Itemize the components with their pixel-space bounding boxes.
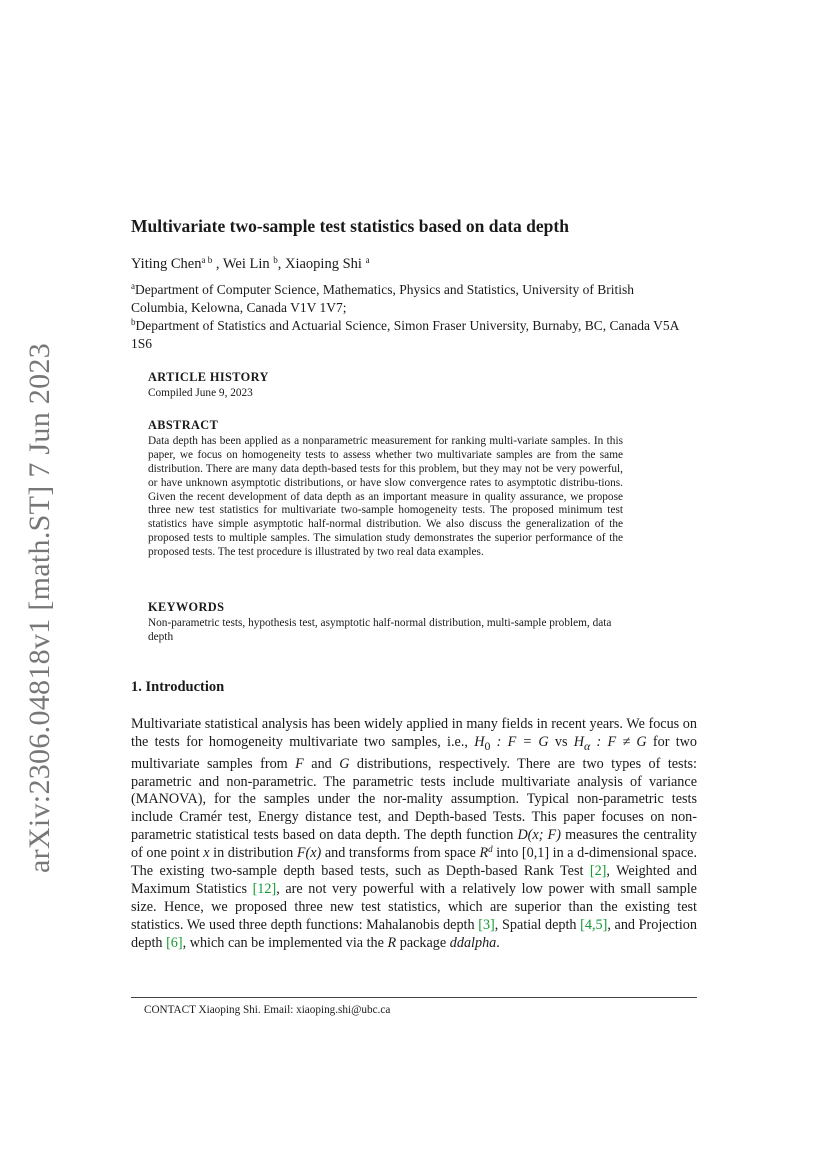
article-history [148,371,623,401]
arxiv-identifier: arXiv:2306.04818v1 [math.ST] 7 Jun 2023 [23,342,56,873]
affiliation-item [131,317,691,353]
math-depth-function: D(x; F) [517,827,561,844]
body-text: for two multivariate samples from [131,733,697,772]
citation-link[interactable]: [6] [166,934,183,951]
author-name: Xiaoping Shi [285,256,362,272]
affiliation-text: Department of Computer Science, Mathematics, Physics and Statistics, University of British Columbia, Kelowna, Canada V1V 1V7; [131,282,635,315]
abstract-text: Data depth has been applied as a nonparametric measurement for ranking multi-variate samples. In this paper, we focus on homogeneity tests to assess whether two multivariate samples are from the same distribution. There are many data depth-based tests for this problem, but they may not be very powerful, or have unknown asymptotic distributions, or have slow convergence rates to asymptotic distribu-tions. Given the recent development of data depth as an important measure in quality assurance, we propose three new test statistics for multivariate two-sample homogeneity tests. The proposed minimum test statistics have simple asymptotic half-normal distribution. We also discuss the generalization of the proposed tests to multiple samples. The simulation study demonstrates the superior performance of the proposed tests. The test procedure is illustrated by two real data examples. [148,434,623,559]
body-text: into [0,1] in a d-dimensional space. The existing two-sample depth based tests, such as Depth-based Rank Test [131,845,697,880]
body-text: Multivariate statistical analysis has been widely applied in many fields in recent years. We focus on the tests for homogeneity multivariate two samples, i.e., [131,716,697,750]
section-heading-introduction: 1. Introduction [131,679,225,695]
affiliation-mark: b [131,317,136,327]
math-distribution: F(x) [296,845,322,862]
affiliation-text: Department of Statistics and Actuarial Science, Simon Fraser University, Burnaby, BC, Canada V5A 1S6 [131,318,679,351]
arxiv-sidebar [20,342,60,873]
citation-link[interactable]: [3] [478,916,495,933]
citation-link[interactable]: [4,5] [580,916,608,933]
package-name: ddalpha [449,934,497,951]
math-ha: H [573,733,584,750]
abstract [148,419,623,560]
article-history-text: Compiled June 9, 2023 [148,386,253,399]
body-text: measures the centrality of one point [131,827,697,862]
keywords-text: Non-parametric tests, hypothesis test, asymptotic half-normal distribution, multi-sample problem, data depth [148,616,612,643]
introduction-paragraph [131,716,697,953]
body-text: , Weighted and Maximum Statistics [131,863,697,897]
body-text: , and Projection depth [131,916,697,951]
math-equation: : F = G [490,733,549,750]
footnote-divider [131,997,697,998]
author-affiliation-marks: a [365,255,370,265]
author-name: Wei Lin [222,256,270,272]
affiliation-item [131,281,691,317]
math-superscript: d [488,844,493,855]
math-symbol: F [295,755,304,772]
math-subscript: α [583,738,591,753]
body-text: package [396,934,450,951]
author-name: Yiting Chen [131,256,202,272]
abstract-heading: ABSTRACT [148,418,219,432]
citation-link[interactable]: [2] [589,863,607,880]
math-symbol: x [203,845,210,862]
math-equation: : F ≠ G [590,733,647,750]
body-text: . [496,934,500,951]
keywords-heading: KEYWORDS [148,600,225,614]
keywords [148,601,623,645]
math-space: R [479,845,489,862]
math-h0: H [474,733,485,750]
article-history-heading: ARTICLE HISTORY [148,370,269,384]
body-text: , are not very powerful with a relatively low power with small sample size. Hence, we proposed three new test statistics, which are superior than the existing test statistics. We used three depth functions: Mahalanobis depth [131,880,697,933]
math-symbol: G [339,755,350,772]
software-name: R [387,934,397,951]
body-text: and transforms from space [321,845,480,862]
author-affiliation-marks: b [273,255,278,265]
body-text: distributions, respectively. There are two types of tests: parametric and non-parametric. The parametric tests include multivariate analysis of variance (MANOVA), for the samples under the nor-mality assumption. Typical non-parametric tests include Cramér test, Energy distance test, and Depth-based Tests. This paper focuses on non-parametric statistical tests based on data depth. The depth function [131,755,697,844]
body-text: in distribution [209,845,297,862]
author-affiliation-marks: a b [201,255,213,265]
paper-title: Multivariate two-sample test statistics based on data depth [131,216,569,236]
contact-footnote: CONTACT Xiaoping Shi. Email: xiaoping.shi@ubc.ca [144,1004,391,1016]
math-subscript: 0 [484,738,491,753]
body-text: and [303,755,340,772]
body-text: , which can be implemented via the [182,934,388,951]
body-text: vs [548,733,574,750]
citation-link[interactable]: [12] [252,880,277,897]
body-text: , Spatial depth [494,916,581,933]
author-list: Yiting Chen$^{a b}$ , Wei Lin $^b$, Xiaoping Shi $^a$ [131,255,370,272]
affiliation-mark: a [131,281,135,291]
affiliations [131,281,691,353]
